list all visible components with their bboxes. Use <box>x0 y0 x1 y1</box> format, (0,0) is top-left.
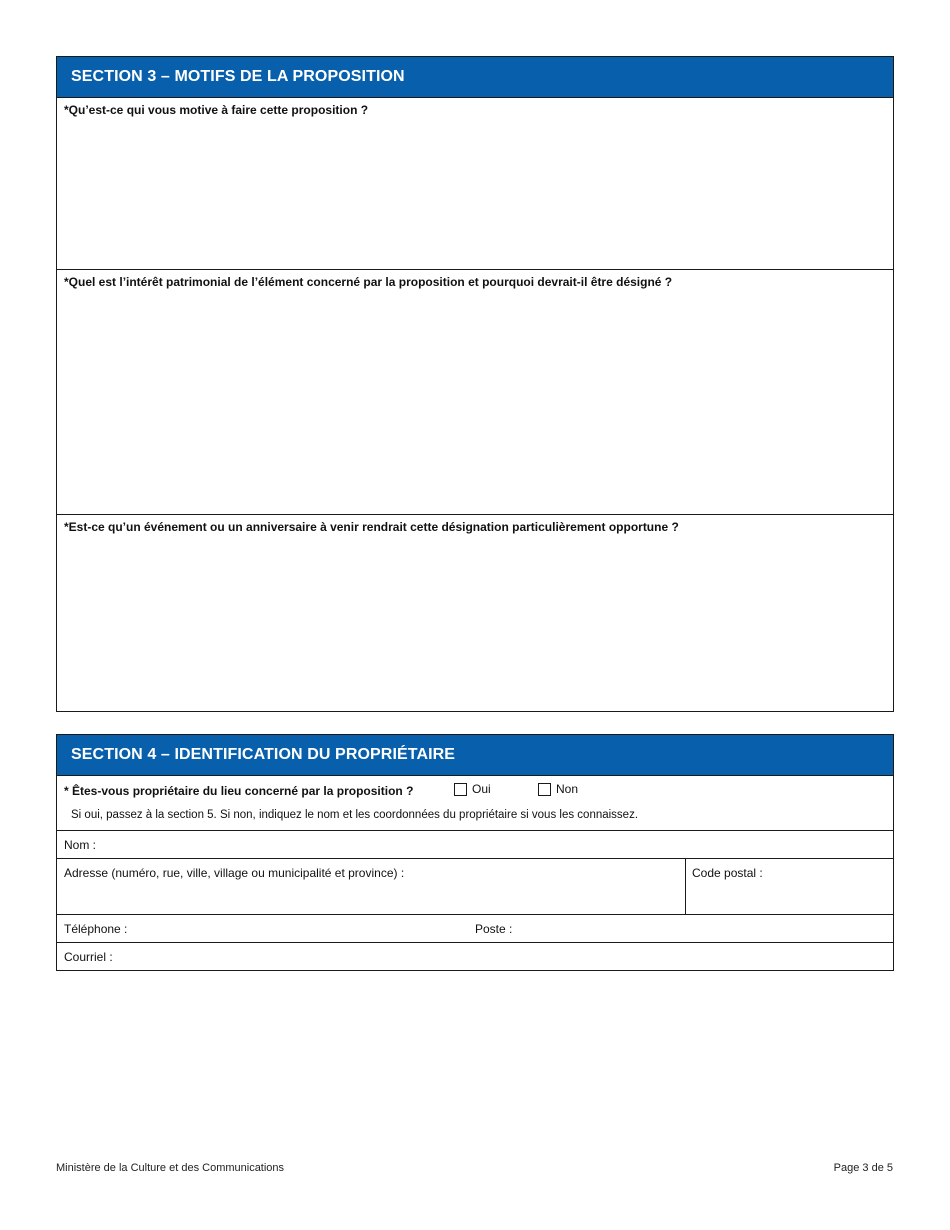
owner-email-input[interactable] <box>119 949 883 967</box>
owner-yes-label: Oui <box>472 782 491 796</box>
heritage-interest-question-box <box>57 270 893 515</box>
owner-no-option[interactable] <box>538 782 578 796</box>
section-4 <box>56 734 894 971</box>
owner-address-input[interactable] <box>64 889 678 907</box>
motivation-question-label: *Qu’est-ce qui vous motive à faire cette proposition ? <box>64 103 369 117</box>
owner-phone-row <box>57 915 893 943</box>
owner-extension-label: Poste : <box>475 922 513 936</box>
section-3 <box>56 56 894 712</box>
event-answer-field[interactable] <box>59 539 891 709</box>
owner-yes-option[interactable] <box>454 782 491 796</box>
motivation-question-box <box>57 98 893 270</box>
owner-name-input[interactable] <box>101 837 885 855</box>
owner-extension-input[interactable] <box>517 921 881 939</box>
address-postal-divider <box>685 859 686 914</box>
owner-postal-code-input[interactable] <box>692 889 886 907</box>
owner-phone-input[interactable] <box>129 921 463 939</box>
owner-postal-code-label: Code postal : <box>692 866 763 880</box>
footer-page-number: Page 3 de 5 <box>833 1162 893 1174</box>
owner-yes-checkbox[interactable] <box>454 783 467 796</box>
owner-question-label: * Êtes-vous propriétaire du lieu concerné par la proposition ? <box>64 784 414 798</box>
event-question-box <box>57 515 893 711</box>
event-question-label: *Est-ce qu’un événement ou un anniversaire à venir rendrait cette désignation particulièrement opportune ? <box>64 520 679 534</box>
owner-phone-label: Téléphone : <box>64 922 128 936</box>
owner-email-row <box>57 943 893 970</box>
section-4-header: SECTION 4 – IDENTIFICATION DU PROPRIÉTAIRE <box>57 735 893 776</box>
section-3-header: SECTION 3 – MOTIFS DE LA PROPOSITION <box>57 57 893 98</box>
owner-no-label: Non <box>556 782 579 796</box>
heritage-interest-question-label: *Quel est l’intérêt patrimonial de l’élément concerné par la proposition et pourquoi devrait-il être désigné ? <box>64 275 673 289</box>
owner-address-row <box>57 859 893 915</box>
motivation-answer-field[interactable] <box>59 122 891 267</box>
owner-no-checkbox[interactable] <box>538 783 551 796</box>
owner-instructions: Si oui, passez à la section 5. Si non, indiquez le nom et les coordonnées du propriétaire si vous les connaissez. <box>71 809 639 821</box>
heritage-interest-answer-field[interactable] <box>59 294 891 512</box>
owner-email-label: Courriel : <box>64 950 113 964</box>
owner-question-row <box>57 776 893 831</box>
owner-name-row <box>57 831 893 859</box>
owner-address-label: Adresse (numéro, rue, ville, village ou municipalité et province) : <box>64 866 405 880</box>
owner-name-label: Nom : <box>64 838 97 852</box>
footer-ministry: Ministère de la Culture et des Communications <box>56 1162 285 1174</box>
